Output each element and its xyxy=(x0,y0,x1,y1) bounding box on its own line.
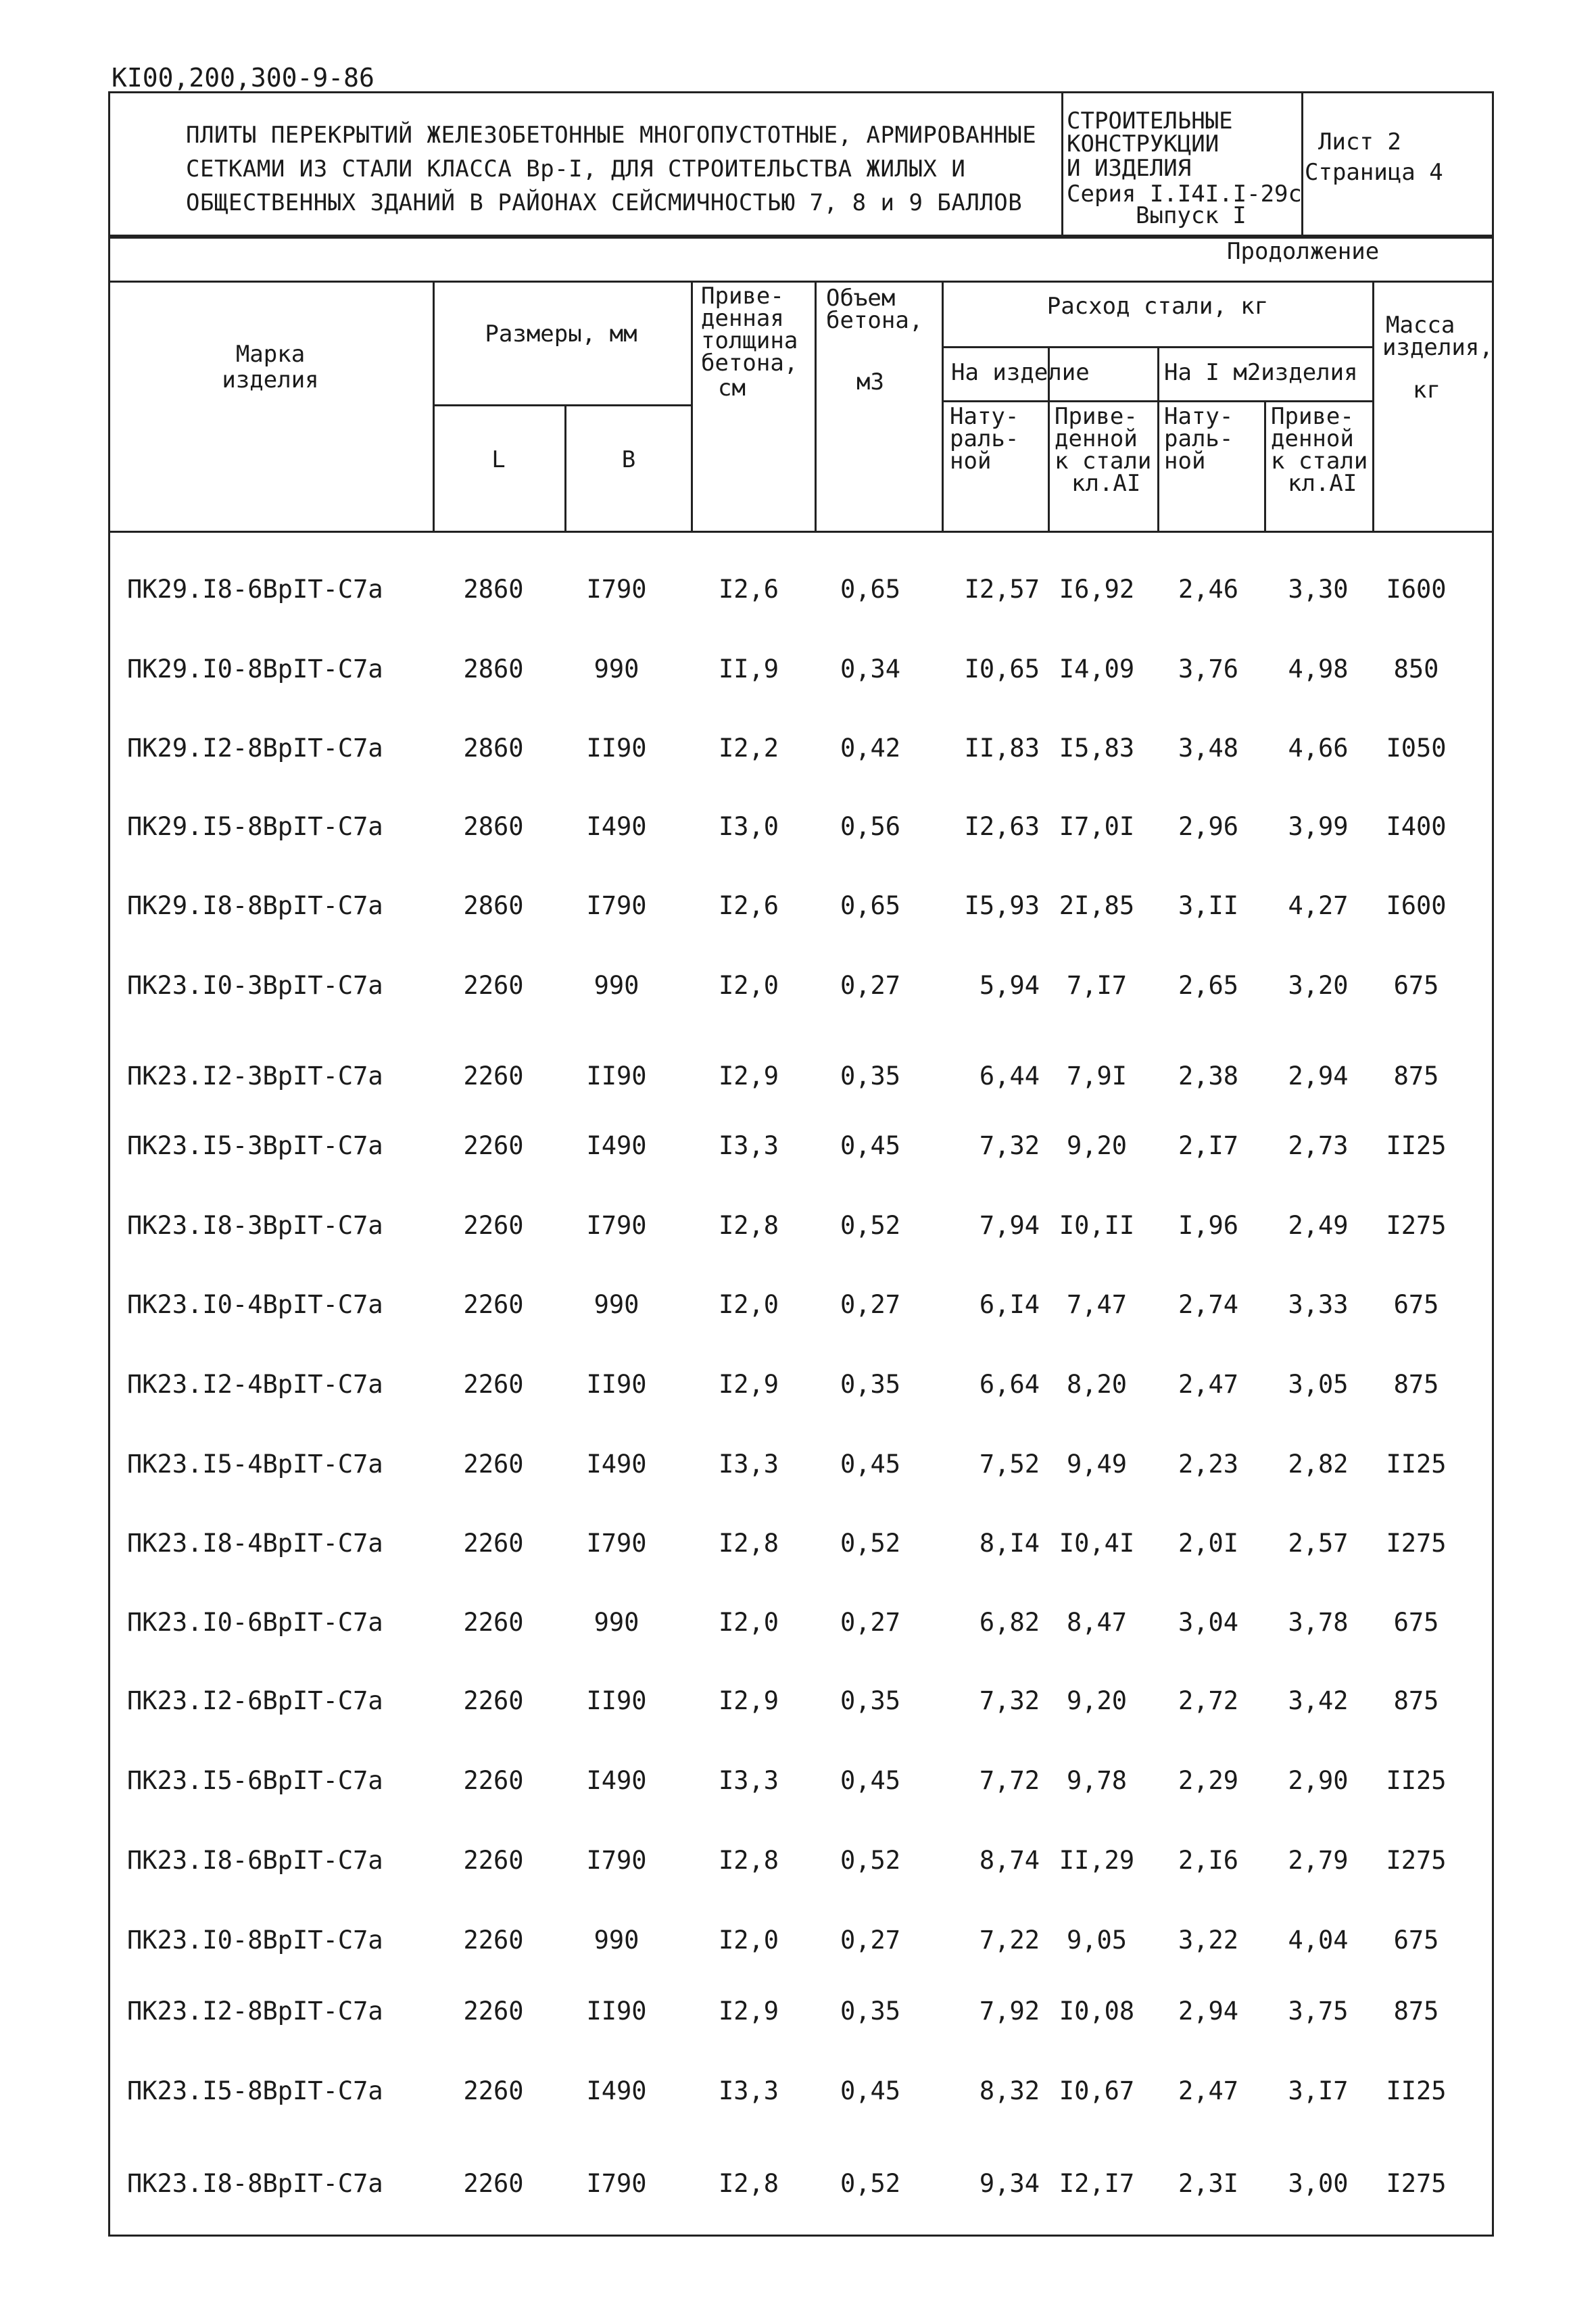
row-mark: ПК23.I5-6ВрIТ-С7а xyxy=(127,1766,383,1795)
row-concrete-volume: 0,45 xyxy=(840,1131,901,1160)
row-concrete-volume: 0,35 xyxy=(840,1997,901,2026)
row-mass: I275 xyxy=(1386,1529,1447,1558)
row-width: 990 xyxy=(594,1926,639,1955)
row-steel-natural-item: I5,93 xyxy=(964,891,1040,920)
row-steel-natural-m2: 2,94 xyxy=(1178,1997,1239,2026)
row-thickness: I2,2 xyxy=(718,734,779,763)
table-row xyxy=(0,735,1596,762)
row-concrete-volume: 0,45 xyxy=(840,1766,901,1795)
row-steel-natural-m2: 3,22 xyxy=(1178,1926,1239,1955)
row-steel-natural-item: 9,34 xyxy=(979,2169,1040,2198)
row-steel-reduced-m2: 3,05 xyxy=(1288,1370,1349,1399)
header-natural-item xyxy=(950,403,1019,475)
title-line-3: ОБЩЕСТВЕННЫХ ЗДАНИЙ В РАЙОНАХ СЕЙСМИЧНОСТЬЮ 7, 8 и 9 БАЛЛОВ xyxy=(186,189,1023,216)
header-thickness-line-4: бетона, xyxy=(701,350,798,377)
row-steel-reduced-m2: 3,20 xyxy=(1288,971,1349,1000)
row-length: 2260 xyxy=(463,1529,524,1558)
row-mark: ПК23.I0-8ВрIТ-С7а xyxy=(127,1926,383,1955)
row-mass: II25 xyxy=(1386,1766,1447,1795)
header-thickness-line-5: см xyxy=(718,375,746,402)
row-steel-reduced-m2: 3,78 xyxy=(1288,1608,1349,1637)
row-thickness: I2,0 xyxy=(718,1290,779,1319)
row-length: 2260 xyxy=(463,1766,524,1795)
table-row xyxy=(0,576,1596,603)
row-mark: ПК23.I0-4ВрIТ-С7а xyxy=(127,1290,383,1319)
table-row xyxy=(0,1847,1596,1874)
header-mark-line-1: Марка xyxy=(235,341,306,368)
row-width: 990 xyxy=(594,1608,639,1637)
row-steel-natural-m2: 3,76 xyxy=(1178,654,1239,684)
row-mark: ПК23.I0-3ВрIТ-С7а xyxy=(127,971,383,1000)
row-concrete-volume: 0,27 xyxy=(840,1608,901,1637)
row-steel-natural-item: 7,72 xyxy=(979,1766,1040,1795)
row-steel-reduced-item: I7,0I xyxy=(1059,812,1135,841)
row-thickness: I2,8 xyxy=(718,2169,779,2198)
table-row xyxy=(0,1998,1596,2025)
row-steel-reduced-m2: 2,82 xyxy=(1288,1450,1349,1479)
row-steel-natural-item: 6,82 xyxy=(979,1608,1040,1637)
row-steel-natural-m2: 2,65 xyxy=(1178,971,1239,1000)
row-length: 2260 xyxy=(463,1997,524,2026)
header-per-m2: На I м2изделия xyxy=(1164,359,1358,386)
continuation-bar xyxy=(108,281,1494,283)
header-B: B xyxy=(621,446,636,473)
row-steel-reduced-m2: 2,57 xyxy=(1288,1529,1349,1558)
row-thickness: I3,3 xyxy=(718,1131,779,1160)
table-row xyxy=(0,813,1596,840)
row-steel-reduced-item: I2,I7 xyxy=(1059,2169,1135,2198)
row-steel-natural-m2: 2,74 xyxy=(1178,1290,1239,1319)
row-concrete-volume: 0,35 xyxy=(840,1061,901,1091)
row-concrete-volume: 0,65 xyxy=(840,891,901,920)
row-steel-natural-item: 8,74 xyxy=(979,1846,1040,1875)
col-line-4 xyxy=(815,281,817,531)
row-mark: ПК23.I0-6ВрIТ-С7а xyxy=(127,1608,383,1637)
row-mark: ПК23.I8-4ВрIТ-С7а xyxy=(127,1529,383,1558)
row-steel-natural-m2: 3,48 xyxy=(1178,734,1239,763)
header-reduced-m2-line-1: Приве- xyxy=(1271,403,1354,430)
document-code: KI00,200,300-9-86 xyxy=(112,63,374,93)
row-mark: ПК23.I5-8ВрIТ-С7а xyxy=(127,2076,383,2105)
header-volume-line-3: м3 xyxy=(856,368,884,396)
row-thickness: I3,3 xyxy=(718,2076,779,2105)
row-width: 990 xyxy=(594,1290,639,1319)
header-reduced-m2-line-4: кл.АI xyxy=(1288,470,1357,497)
title-line-1: ПЛИТЫ ПЕРЕКРЫТИЙ ЖЕЛЕЗОБЕТОННЫЕ МНОГОПУСТОТНЫЕ, АРМИРОВАННЫЕ xyxy=(186,122,1037,149)
row-steel-natural-m2: 2,38 xyxy=(1178,1061,1239,1091)
row-mark: ПК23.I5-4ВрIТ-С7а xyxy=(127,1450,383,1479)
row-steel-reduced-item: I0,08 xyxy=(1059,1997,1135,2026)
row-width: II90 xyxy=(586,1686,647,1715)
row-mass: II25 xyxy=(1386,1450,1447,1479)
row-mass: 675 xyxy=(1393,1926,1439,1955)
row-mass: I275 xyxy=(1386,1846,1447,1875)
title-line-2: СЕТКАМИ ИЗ СТАЛИ КЛАССА Вр-I, ДЛЯ СТРОИТЕЛЬСТВА ЖИЛЫХ И xyxy=(186,156,966,183)
table-row xyxy=(0,1609,1596,1636)
row-width: I790 xyxy=(586,1846,647,1875)
row-length: 2260 xyxy=(463,1846,524,1875)
row-mass: 875 xyxy=(1393,1686,1439,1715)
header-mass-line-3: кг xyxy=(1413,377,1441,404)
issue-number: Выпуск I xyxy=(1136,202,1247,229)
row-mass: 875 xyxy=(1393,1370,1439,1399)
header-thickness-line-2: денная xyxy=(701,305,784,332)
row-width: I790 xyxy=(586,1529,647,1558)
row-concrete-volume: 0,27 xyxy=(840,1926,901,1955)
row-steel-natural-item: 6,64 xyxy=(979,1370,1040,1399)
row-steel-reduced-item: 8,20 xyxy=(1066,1370,1128,1399)
sheet-number: Лист 2 xyxy=(1318,128,1401,156)
row-steel-reduced-item: I0,67 xyxy=(1059,2076,1135,2105)
header-mass-line-2: изделия, xyxy=(1382,334,1493,361)
row-steel-natural-item: 7,32 xyxy=(979,1686,1040,1715)
row-length: 2260 xyxy=(463,1211,524,1240)
row-length: 2260 xyxy=(463,1131,524,1160)
table-row xyxy=(0,1212,1596,1239)
row-mark: ПК29.I2-8ВрIТ-С7а xyxy=(127,734,383,763)
row-mass: I050 xyxy=(1386,734,1447,763)
row-steel-reduced-m2: 2,94 xyxy=(1288,1061,1349,1091)
row-steel-reduced-item: I6,92 xyxy=(1059,575,1135,604)
row-steel-reduced-m2: 4,66 xyxy=(1288,734,1349,763)
header-thickness xyxy=(701,285,798,400)
row-mark: ПК23.I8-3ВрIТ-С7а xyxy=(127,1211,383,1240)
row-steel-reduced-m2: 4,98 xyxy=(1288,654,1349,684)
row-steel-reduced-item: 2I,85 xyxy=(1059,891,1135,920)
row-mass: 675 xyxy=(1393,1608,1439,1637)
row-steel-reduced-item: 7,9I xyxy=(1066,1061,1128,1091)
table-row xyxy=(0,1688,1596,1715)
header-reduced-item xyxy=(1055,403,1152,497)
header-natural-m2-line-3: ной xyxy=(1164,448,1206,475)
row-concrete-volume: 0,45 xyxy=(840,2076,901,2105)
row-concrete-volume: 0,27 xyxy=(840,971,901,1000)
row-steel-reduced-item: 9,20 xyxy=(1066,1686,1128,1715)
header-natural-item-line-3: ной xyxy=(950,448,992,475)
row-steel-reduced-m2: 2,90 xyxy=(1288,1766,1349,1795)
row-concrete-volume: 0,35 xyxy=(840,1686,901,1715)
row-steel-reduced-item: 7,47 xyxy=(1066,1290,1128,1319)
row-steel-reduced-item: I0,4I xyxy=(1059,1529,1135,1558)
row-mass: II25 xyxy=(1386,2076,1447,2105)
row-mark: ПК29.I0-8ВрIТ-С7а xyxy=(127,654,383,684)
page-number: Страница 4 xyxy=(1305,159,1443,186)
row-steel-natural-item: II,83 xyxy=(964,734,1040,763)
steel-subline xyxy=(942,346,1372,348)
row-concrete-volume: 0,35 xyxy=(840,1370,901,1399)
row-mass: I600 xyxy=(1386,891,1447,920)
row-width: I490 xyxy=(586,1766,647,1795)
table-row xyxy=(0,656,1596,683)
row-steel-reduced-m2: 2,73 xyxy=(1288,1131,1349,1160)
row-thickness: I2,8 xyxy=(718,1846,779,1875)
title-divider xyxy=(1061,91,1063,237)
row-length: 2860 xyxy=(463,575,524,604)
row-steel-natural-m2: 3,II xyxy=(1178,891,1239,920)
row-width: 990 xyxy=(594,654,639,684)
row-steel-natural-item: 7,22 xyxy=(979,1926,1040,1955)
row-mark: ПК23.I2-3ВрIТ-С7а xyxy=(127,1061,383,1091)
row-thickness: I2,6 xyxy=(718,575,779,604)
continuation-label: Продолжение xyxy=(1227,238,1380,265)
row-width: I790 xyxy=(586,1211,647,1240)
row-steel-reduced-m2: 3,30 xyxy=(1288,575,1349,604)
row-steel-reduced-item: 9,49 xyxy=(1066,1450,1128,1479)
header-reduced-item-line-1: Приве- xyxy=(1055,403,1138,430)
series-number: Серия I.I4I.I-29с xyxy=(1067,181,1302,208)
table-row xyxy=(0,1451,1596,1478)
row-mark: ПК23.I5-3ВрIТ-С7а xyxy=(127,1131,383,1160)
row-mark: ПК29.I8-8ВрIТ-С7а xyxy=(127,891,383,920)
table-row xyxy=(0,2078,1596,2105)
row-width: I790 xyxy=(586,891,647,920)
header-bottom-line xyxy=(108,531,1494,533)
row-mark: ПК23.I2-6ВрIТ-С7а xyxy=(127,1686,383,1715)
header-reduced-item-line-4: кл.АI xyxy=(1071,470,1141,497)
row-steel-natural-item: 8,I4 xyxy=(979,1529,1040,1558)
row-mark: ПК23.I2-4ВрIТ-С7а xyxy=(127,1370,383,1399)
row-thickness: I3,3 xyxy=(718,1766,779,1795)
row-width: II90 xyxy=(586,734,647,763)
row-mass: 675 xyxy=(1393,971,1439,1000)
header-reduced-item-line-3: к стали xyxy=(1055,448,1152,475)
row-steel-natural-m2: 2,47 xyxy=(1178,1370,1239,1399)
header-natural-m2 xyxy=(1164,403,1234,475)
row-steel-natural-m2: 2,29 xyxy=(1178,1766,1239,1795)
row-mass: I275 xyxy=(1386,2169,1447,2198)
header-volume-line-2: бетона, xyxy=(826,307,923,334)
row-width: I490 xyxy=(586,1131,647,1160)
stamp-line-1: СТРОИТЕЛЬНЫЕ xyxy=(1067,108,1233,135)
row-concrete-volume: 0,52 xyxy=(840,1846,901,1875)
row-width: I490 xyxy=(586,812,647,841)
row-thickness: I2,0 xyxy=(718,1608,779,1637)
row-concrete-volume: 0,65 xyxy=(840,575,901,604)
row-width: II90 xyxy=(586,1061,647,1091)
row-mark: ПК23.I2-8ВрIТ-С7а xyxy=(127,1997,383,2026)
table-row xyxy=(0,1132,1596,1160)
table-row xyxy=(0,1530,1596,1557)
row-mass: II25 xyxy=(1386,1131,1447,1160)
row-thickness: I2,0 xyxy=(718,971,779,1000)
header-steel: Расход стали, кг xyxy=(1046,293,1269,320)
table-row xyxy=(0,1291,1596,1318)
row-thickness: I2,8 xyxy=(718,1211,779,1240)
row-steel-natural-m2: 2,3I xyxy=(1178,2169,1239,2198)
header-mark xyxy=(122,343,419,391)
row-length: 2260 xyxy=(463,2076,524,2105)
row-length: 2860 xyxy=(463,654,524,684)
row-length: 2260 xyxy=(463,1926,524,1955)
row-width: I790 xyxy=(586,575,647,604)
row-concrete-volume: 0,52 xyxy=(840,1529,901,1558)
header-mass-line-1: Масса xyxy=(1386,312,1455,339)
row-width: II90 xyxy=(586,1997,647,2026)
table-row xyxy=(0,1371,1596,1398)
row-concrete-volume: 0,52 xyxy=(840,1211,901,1240)
row-thickness: I3,3 xyxy=(718,1450,779,1479)
table-row xyxy=(0,1927,1596,1954)
row-concrete-volume: 0,34 xyxy=(840,654,901,684)
row-length: 2260 xyxy=(463,2169,524,2198)
row-mass: 675 xyxy=(1393,1290,1439,1319)
header-natural-item-line-1: Нату- xyxy=(950,403,1019,430)
header-natural-m2-line-2: раль- xyxy=(1164,425,1234,452)
row-steel-reduced-m2: 4,27 xyxy=(1288,891,1349,920)
header-thickness-line-1: Приве- xyxy=(701,283,784,310)
row-steel-reduced-item: 9,05 xyxy=(1066,1926,1128,1955)
row-concrete-volume: 0,42 xyxy=(840,734,901,763)
row-length: 2260 xyxy=(463,1450,524,1479)
row-steel-reduced-m2: 2,49 xyxy=(1288,1211,1349,1240)
row-steel-natural-item: 6,I4 xyxy=(979,1290,1040,1319)
row-steel-natural-item: I2,57 xyxy=(964,575,1040,604)
row-steel-natural-item: 7,94 xyxy=(979,1211,1040,1240)
header-reduced-m2-line-3: к стали xyxy=(1271,448,1368,475)
row-mark: ПК29.I5-8ВрIТ-С7а xyxy=(127,812,383,841)
header-dimensions: Размеры, мм xyxy=(485,320,637,348)
row-thickness: I2,9 xyxy=(718,1061,779,1091)
stamp-line-3: И ИЗДЕЛИЯ xyxy=(1067,155,1192,182)
row-mass: I600 xyxy=(1386,575,1447,604)
header-natural-item-line-2: раль- xyxy=(950,425,1019,452)
row-steel-natural-item: I0,65 xyxy=(964,654,1040,684)
row-steel-natural-item: 8,32 xyxy=(979,2076,1040,2105)
row-steel-reduced-m2: 2,79 xyxy=(1288,1846,1349,1875)
header-per-item: На изделие xyxy=(951,359,1090,386)
row-thickness: I3,0 xyxy=(718,812,779,841)
header-mark-line-2: изделия xyxy=(222,366,319,393)
row-steel-natural-item: 7,52 xyxy=(979,1450,1040,1479)
row-concrete-volume: 0,52 xyxy=(840,2169,901,2198)
row-steel-natural-m2: 2,23 xyxy=(1178,1450,1239,1479)
header-thickness-line-3: толщина xyxy=(701,327,798,354)
row-mass: 875 xyxy=(1393,1997,1439,2026)
row-steel-reduced-item: II,29 xyxy=(1059,1846,1135,1875)
col-line-5 xyxy=(942,281,944,531)
row-steel-natural-item: I2,63 xyxy=(964,812,1040,841)
row-steel-natural-m2: 2,96 xyxy=(1178,812,1239,841)
row-concrete-volume: 0,45 xyxy=(840,1450,901,1479)
header-volume-line-1: Объем xyxy=(826,285,896,312)
row-mass: I275 xyxy=(1386,1211,1447,1240)
header-mass xyxy=(1382,314,1493,402)
row-width: I490 xyxy=(586,1450,647,1479)
row-steel-reduced-m2: 3,42 xyxy=(1288,1686,1349,1715)
row-steel-natural-item: 5,94 xyxy=(979,971,1040,1000)
row-steel-reduced-m2: 3,33 xyxy=(1288,1290,1349,1319)
table-row xyxy=(0,1063,1596,1090)
row-width: I790 xyxy=(586,2169,647,2198)
row-mark: ПК23.I8-6ВрIТ-С7а xyxy=(127,1846,383,1875)
row-width: II90 xyxy=(586,1370,647,1399)
row-steel-natural-item: 7,92 xyxy=(979,1997,1040,2026)
row-steel-reduced-item: I5,83 xyxy=(1059,734,1135,763)
header-reduced-m2-line-2: денной xyxy=(1271,425,1354,452)
row-length: 2260 xyxy=(463,1686,524,1715)
row-steel-reduced-item: I4,09 xyxy=(1059,654,1135,684)
dimensions-subline xyxy=(433,404,691,406)
row-steel-reduced-item: 9,78 xyxy=(1066,1766,1128,1795)
header-reduced-item-line-2: денной xyxy=(1055,425,1138,452)
row-steel-natural-m2: 2,46 xyxy=(1178,575,1239,604)
row-steel-natural-m2: 2,47 xyxy=(1178,2076,1239,2105)
header-reduced-m2 xyxy=(1271,403,1368,497)
header-volume xyxy=(826,285,923,396)
header-natural-m2-line-1: Нату- xyxy=(1164,403,1234,430)
row-thickness: I2,9 xyxy=(718,1686,779,1715)
row-length: 2260 xyxy=(463,1290,524,1319)
row-mark: ПК29.I8-6ВрIТ-С7а xyxy=(127,575,383,604)
row-length: 2260 xyxy=(463,1061,524,1091)
row-mass: 875 xyxy=(1393,1061,1439,1091)
row-steel-reduced-m2: 3,00 xyxy=(1288,2169,1349,2198)
row-steel-reduced-m2: 3,I7 xyxy=(1288,2076,1349,2105)
row-steel-natural-item: 7,32 xyxy=(979,1131,1040,1160)
row-steel-natural-m2: I,96 xyxy=(1178,1211,1239,1240)
row-steel-reduced-item: I0,II xyxy=(1059,1211,1135,1240)
header-L: L xyxy=(491,446,506,473)
row-steel-reduced-item: 8,47 xyxy=(1066,1608,1128,1637)
stamp-divider xyxy=(1301,91,1303,237)
row-steel-reduced-m2: 4,04 xyxy=(1288,1926,1349,1955)
table-row xyxy=(0,1767,1596,1794)
row-length: 2260 xyxy=(463,1608,524,1637)
steel-subline-2 xyxy=(942,400,1372,402)
row-thickness: I2,0 xyxy=(718,1926,779,1955)
stamp-line-2: КОНСТРУКЦИИ xyxy=(1067,130,1219,158)
row-mass: I400 xyxy=(1386,812,1447,841)
row-concrete-volume: 0,56 xyxy=(840,812,901,841)
row-steel-reduced-item: 9,20 xyxy=(1066,1131,1128,1160)
col-line-2 xyxy=(564,404,566,531)
row-steel-reduced-m2: 3,75 xyxy=(1288,1997,1349,2026)
col-line-8 xyxy=(1264,400,1266,531)
row-thickness: I2,6 xyxy=(718,891,779,920)
row-steel-reduced-m2: 3,99 xyxy=(1288,812,1349,841)
table-row xyxy=(0,892,1596,920)
row-thickness: I2,8 xyxy=(718,1529,779,1558)
row-steel-natural-m2: 2,I6 xyxy=(1178,1846,1239,1875)
row-steel-reduced-item: 7,I7 xyxy=(1066,971,1128,1000)
row-steel-natural-m2: 2,72 xyxy=(1178,1686,1239,1715)
row-steel-natural-m2: 2,0I xyxy=(1178,1529,1239,1558)
row-steel-natural-m2: 2,I7 xyxy=(1178,1131,1239,1160)
row-length: 2860 xyxy=(463,891,524,920)
row-width: I490 xyxy=(586,2076,647,2105)
row-width: 990 xyxy=(594,971,639,1000)
col-line-7 xyxy=(1157,346,1159,531)
row-thickness: I2,9 xyxy=(718,1997,779,2026)
table-row xyxy=(0,2170,1596,2197)
row-thickness: II,9 xyxy=(718,654,779,684)
table-row xyxy=(0,972,1596,999)
row-length: 2860 xyxy=(463,812,524,841)
row-thickness: I2,9 xyxy=(718,1370,779,1399)
col-line-3 xyxy=(691,281,693,531)
col-line-9 xyxy=(1372,281,1374,531)
row-concrete-volume: 0,27 xyxy=(840,1290,901,1319)
row-length: 2860 xyxy=(463,734,524,763)
row-length: 2260 xyxy=(463,1370,524,1399)
row-steel-natural-item: 6,44 xyxy=(979,1061,1040,1091)
row-length: 2260 xyxy=(463,971,524,1000)
row-mass: 850 xyxy=(1393,654,1439,684)
row-mark: ПК23.I8-8ВрIТ-С7а xyxy=(127,2169,383,2198)
row-steel-natural-m2: 3,04 xyxy=(1178,1608,1239,1637)
